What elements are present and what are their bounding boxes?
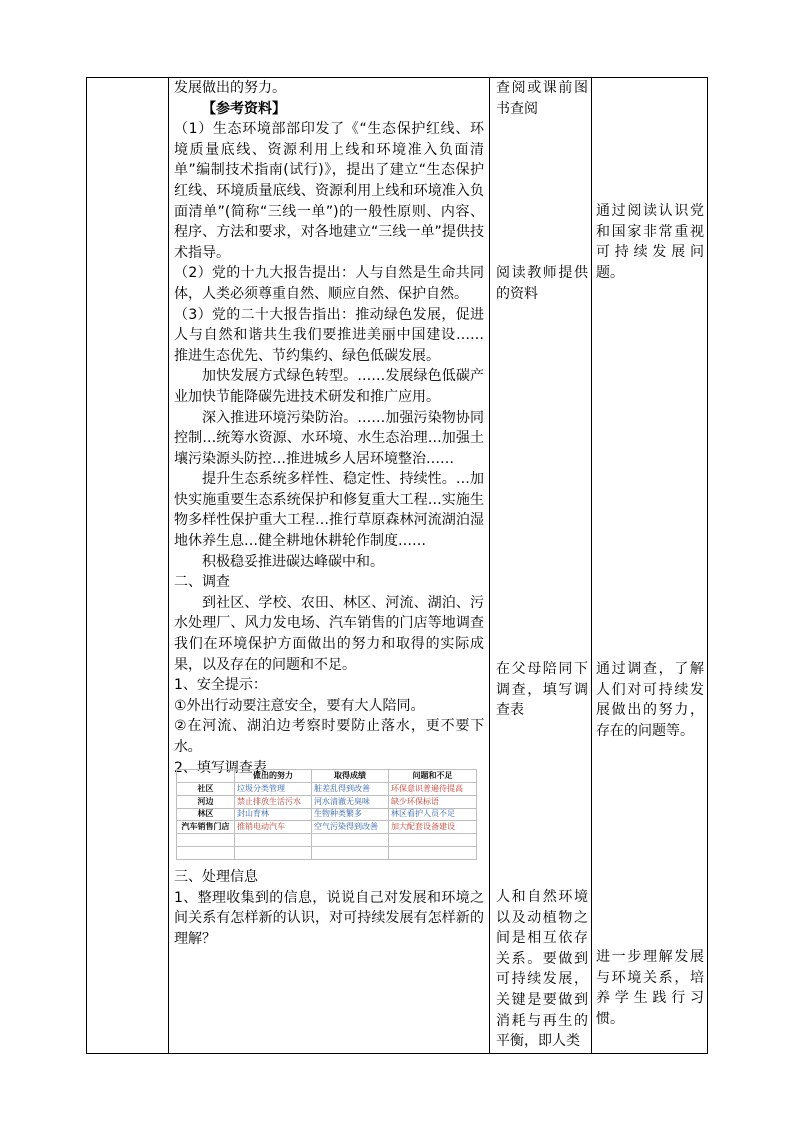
intent-b: 通过调查，了解人们对可持续发展做出的努力，存在的问题等。 — [596, 661, 704, 739]
ref-item-3: （3）党的二十大报告指出：推动绿色发展，促进人与自然和谐共生我们要推进美丽中国建设…… 推进生态优先、节约集约、绿色低碳发展。 — [174, 306, 484, 364]
table-row-empty — [177, 834, 477, 847]
survey-place: 社区 — [177, 782, 235, 795]
table-border-col1 — [168, 77, 169, 1054]
activity-d: 人和自然环境以及动植物之间是相互依存关系。要做到可持续发展，关键是要做到消耗与再生的平衡，即人类 — [496, 889, 588, 1050]
survey-effort: 推销电动汽车 — [235, 821, 312, 834]
ref-heading: 【参考资料】 — [202, 100, 286, 117]
table-row — [177, 795, 477, 808]
safety-tip-2: ②在河流、湖泊边考察时要防止落水，更不要下水。 — [174, 718, 484, 755]
intro-line: 发展做出的努力。 — [174, 80, 286, 96]
survey-header-place — [177, 770, 235, 783]
survey-header-issue: 问题和不足 — [389, 770, 477, 783]
table-row — [177, 808, 477, 821]
survey-issue: 林区看护人员不足 — [389, 808, 477, 821]
fill-survey-heading: 2、填写调查表 — [174, 759, 267, 776]
table-border-col2 — [489, 77, 490, 1054]
survey-header-result: 取得成绩 — [312, 770, 389, 783]
ref-item-1: （1）生态环境部部印发了《“生态保护红线、环境质量底线、资源利用上线和环境准入负面清单”编制技术指南(试行)》，提出了建立“生态保护红线、环境质量底线、资源利用上线和环境准入负面清单”(简称“三线一单”)的一般性原则、内容、程序、方法和要求，对各地建立“三线一单”提供技术指导。 — [174, 121, 484, 261]
table-row — [177, 782, 477, 795]
survey-table — [176, 769, 477, 860]
table-border-left — [86, 77, 87, 1054]
survey-place: 汽车销售门店 — [177, 821, 235, 834]
table-border-col3 — [591, 77, 592, 1054]
ref-item-2: （2）党的十九大报告提出：人与自然是生命共同体，人类必须尊重自然、顺应自然、保护自然。 — [174, 265, 484, 302]
survey-result: 河水清澈无臭味 — [312, 795, 389, 808]
ref-item-3-p2: 加快发展方式绿色转型。……发展绿色低碳产业加快节能降碳先进技术研发和推广应用。 — [174, 368, 484, 405]
section-3-question-1: 1、整理收集到的信息，说说自己对发展和环境之间关系有怎样新的认识，对可持续发展有怎样新的理解？ — [174, 889, 484, 947]
activity-c: 在父母陪同下调查，填写调查表 — [496, 661, 588, 719]
section-3 — [174, 867, 484, 949]
survey-effort: 封山育林 — [235, 808, 312, 821]
ref-item-3-p4: 提升生态系统多样性、稳定性、持续性。…加快实施重要生态系统保护和修复重大工程…实施生物多样性保护重大工程…推行草原森林河流湖泊湿地休养生息…健全耕地休耕轮作制度…… — [174, 471, 484, 550]
safety-heading: 1、安全提示： — [174, 677, 267, 694]
survey-effort: 垃圾分类管理 — [235, 782, 312, 795]
survey-issue: 加大配套设备建设 — [389, 821, 477, 834]
intent-c: 进一步理解发展与环境关系，培养学生践行习惯。 — [596, 949, 704, 1027]
table-border-bottom — [86, 1053, 708, 1054]
section-3-heading: 三、处理信息 — [174, 869, 258, 885]
section-2-heading: 二、调查 — [174, 574, 230, 591]
intent-a: 通过阅读认识党和国家非常重视可持续发展问题。 — [596, 203, 704, 281]
activity-a: 查阅或课前图书查阅 — [496, 80, 588, 117]
ref-item-3-p5: 积极稳妥推进碳达峰碳中和。 — [202, 553, 384, 570]
survey-result: 生物种类繁多 — [312, 808, 389, 821]
survey-issue: 环保意识普遍待提高 — [389, 782, 477, 795]
survey-issue: 缺少环保标语 — [389, 795, 477, 808]
survey-place: 河边 — [177, 795, 235, 808]
survey-header-effort: 做出的努力 — [235, 770, 312, 783]
lesson-content — [174, 78, 484, 778]
table-border-right — [707, 77, 708, 1054]
survey-result: 空气污染得到改善 — [312, 821, 389, 834]
ref-item-3-p3: 深入推进环境污染防治。……加强污染物协同控制…统筹水资源、水环境、水生态治理…加强土壤污染源头防控…推进城乡人居环境整治…… — [174, 409, 484, 467]
section-2-body: 到社区、学校、农田、林区、河流、湖泊、污水处理厂、风力发电场、汽车销售的门店等地调查我们在环境保护方面做出的努力和取得的实际成果，以及存在的问题和不足。 — [174, 594, 484, 673]
survey-result: 脏差乱得到改善 — [312, 782, 389, 795]
activity-b: 阅读教师提供的资料 — [496, 265, 588, 302]
safety-tip-1: ①外出行动要注意安全，要有大人陪同。 — [174, 697, 425, 714]
survey-header-row — [177, 770, 477, 783]
table-row-empty — [177, 847, 477, 860]
table-row — [177, 821, 477, 834]
survey-effort: 禁止排放生活污水 — [235, 795, 312, 808]
survey-place: 林区 — [177, 808, 235, 821]
